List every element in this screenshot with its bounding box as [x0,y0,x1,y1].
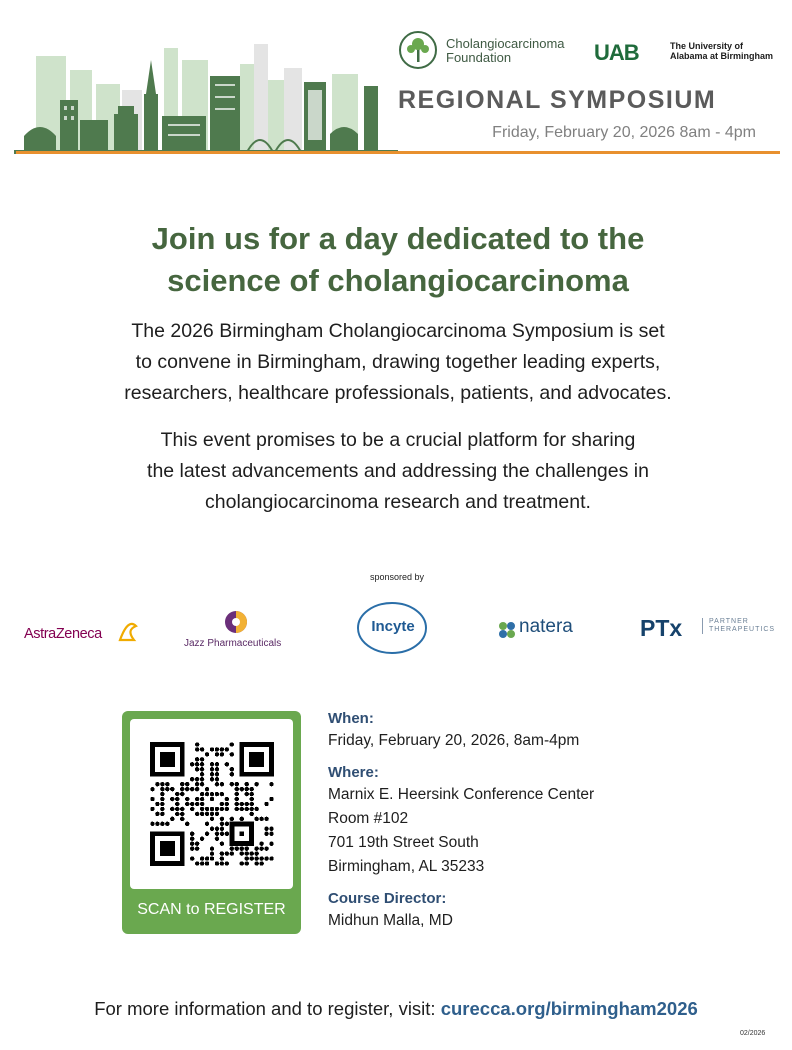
purpose-line3: cholangiocarcinoma research and treatment. [205,491,591,513]
event-details [328,709,758,943]
ptx-mark: PTx [640,615,683,641]
jazz-circle-icon [224,610,248,634]
ptx-subtitle-line2: THERAPEUTICS [709,626,776,633]
headline-line2: science of cholangiocarcinoma [167,263,629,298]
city-skyline-illustration [14,40,398,154]
uab-logo [594,40,784,64]
uab-mark: UAB [594,40,639,65]
purpose-line2: the latest advancements and addressing the challenges in [147,460,649,482]
venue-name: Marnix E. Heersink Conference Center [328,786,595,803]
qr-code-panel [130,719,293,889]
astrazeneca-swirl-icon [116,616,140,644]
street-address: 701 19th Street South [328,834,479,851]
when-value: Friday, February 20, 2026, 8am-4pm [328,732,580,749]
where-section [328,763,758,879]
intro-line3: researchers, healthcare professionals, patients, and advocates. [124,382,672,404]
when-label: When: [328,710,374,727]
natera-name: natera [519,616,573,637]
uab-name-line2: Alabama at Birmingham [670,51,774,61]
room-number: Room #102 [328,810,409,827]
document-code: 02/2026 [740,1030,766,1037]
cholangiocarcinoma-foundation-logo [398,30,580,74]
register-qr-card[interactable] [122,711,301,934]
header-divider [16,151,780,154]
uab-name-line1: The University of [670,41,744,51]
tree-logo-icon [398,30,438,70]
footer-info [0,998,792,1020]
event-title: REGIONAL SYMPOSIUM [398,86,717,114]
registration-link[interactable]: curecca.org/birmingham2026 [440,998,698,1019]
purpose-paragraph [40,425,756,518]
ptx-subtitle [702,618,775,634]
astrazeneca-logo [22,614,144,654]
where-label: Where: [328,764,379,781]
jazz-pharmaceuticals-logo [182,610,294,650]
when-section [328,709,758,753]
natera-logo [498,615,602,655]
jazz-name: Jazz Pharmaceuticals [184,638,282,649]
foundation-name-line2: Foundation [446,50,512,65]
purpose-line1: This event promises to be a crucial platform for sharing [160,429,636,451]
footer-text: For more information and to register, visit: [94,998,441,1019]
sponsored-by-label: sponsored by [369,572,425,582]
course-director-name: Midhun Malla, MD [328,912,453,929]
incyte-logo [354,600,432,656]
foundation-name [446,37,565,65]
headline-line1: Join us for a day dedicated to the [151,221,645,256]
astrazeneca-name: AstraZeneca [24,626,102,642]
uab-name [670,41,773,61]
natera-dots-icon [498,621,516,639]
headline [60,218,736,302]
foundation-name-line1: Cholangiocarcinoma [446,36,565,51]
director-section [328,889,758,933]
partner-therapeutics-logo [638,612,778,652]
city-state-zip: Birmingham, AL 35233 [328,858,485,875]
incyte-name: Incyte [371,618,415,635]
qr-code-image[interactable] [150,741,274,867]
intro-line2: to convene in Birmingham, drawing together leading experts, [135,351,661,373]
scan-to-register-label: SCAN to REGISTER [137,901,286,918]
course-director-label: Course Director: [328,890,447,907]
intro-line1: The 2026 Birmingham Cholangiocarcinoma Symposium is set [131,320,665,342]
ptx-subtitle-line1: PARTNER [709,618,749,625]
event-date: Friday, February 20, 2026 8am - 4pm [492,124,756,141]
intro-paragraph [40,316,756,409]
